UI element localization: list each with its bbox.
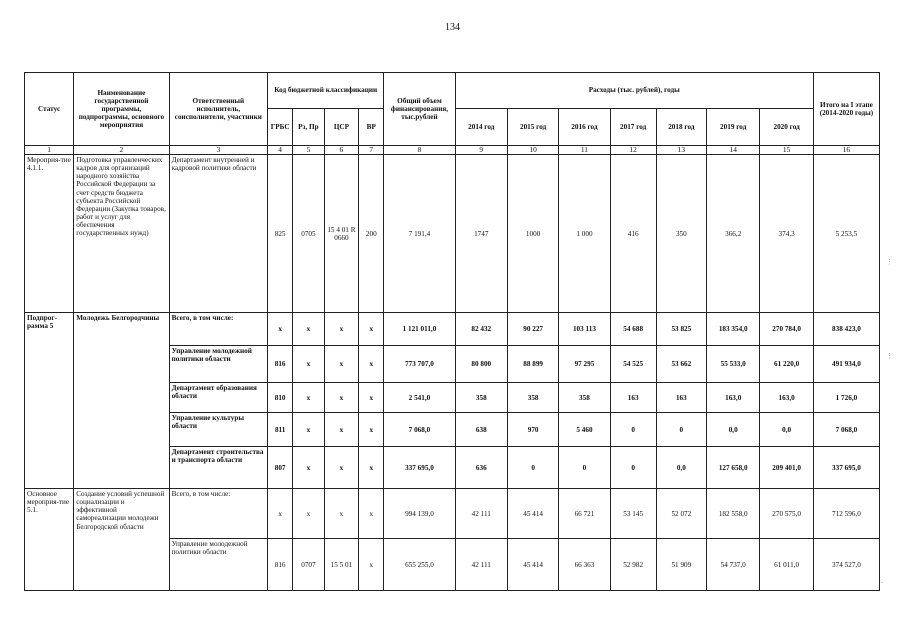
- cell-vr: x: [359, 383, 384, 413]
- column-number: 6: [324, 146, 359, 155]
- table-row: [25, 155, 880, 313]
- cell-csr: x: [324, 313, 359, 346]
- cell-csr: 15 4 01 R 0660: [324, 155, 359, 313]
- header-status: Статус: [25, 73, 74, 146]
- cell-rz-pr: x: [293, 313, 324, 346]
- cell-rz-pr: x: [293, 346, 324, 383]
- cell-2015: 45 414: [507, 489, 558, 539]
- column-number: 13: [656, 146, 706, 155]
- header-year-2016: 2016 год: [559, 109, 610, 146]
- cell-grbs: 807: [268, 447, 293, 489]
- column-number: 9: [455, 146, 507, 155]
- cell-total: 655 255,0: [384, 539, 455, 591]
- cell-2019: 0,0: [706, 413, 759, 447]
- table-row: [25, 313, 880, 346]
- cell-2015: 1000: [507, 155, 558, 313]
- cell-2019: 55 533,0: [706, 346, 759, 383]
- header-year-2017: 2017 год: [610, 109, 656, 146]
- cell-2020: 0,0: [760, 413, 813, 447]
- cell-2019: 163,0: [706, 383, 759, 413]
- column-number: 16: [813, 146, 879, 155]
- header-total-financing: Общий объем финансирования, тыс.рублей: [384, 73, 455, 146]
- cell-2016: 97 295: [559, 346, 610, 383]
- header-year-2018: 2018 год: [656, 109, 706, 146]
- row-responsible: Департамент внутренней и кадровой политики области: [169, 155, 267, 313]
- cell-2018: 0,0: [656, 447, 706, 489]
- row-name: Молодежь Белгородчины: [74, 313, 169, 489]
- cell-csr: x: [324, 489, 359, 539]
- cell-2020: 209 401,0: [760, 447, 813, 489]
- budget-table: [24, 72, 880, 591]
- row-status: Основное мероприя-тие 5.1.: [25, 489, 74, 591]
- cell-rz-pr: x: [293, 447, 324, 489]
- cell-csr: x: [324, 346, 359, 383]
- header-expenses: Расходы (тыс. рублей), годы: [455, 73, 813, 109]
- cell-stage-total: 491 934,0: [813, 346, 879, 383]
- cell-2018: 52 072: [656, 489, 706, 539]
- cell-2017: 53 145: [610, 489, 656, 539]
- header-year-2015: 2015 год: [507, 109, 558, 146]
- cell-vr: x: [359, 539, 384, 591]
- cell-2020: 270 784,0: [760, 313, 813, 346]
- row-responsible: Управление культуры области: [169, 413, 267, 447]
- cell-rz-pr: x: [293, 413, 324, 447]
- cell-2019: 127 658,0: [706, 447, 759, 489]
- cell-2014: 42 111: [455, 489, 507, 539]
- cell-2019: 183 354,0: [706, 313, 759, 346]
- table-row: [25, 489, 880, 539]
- column-number: 10: [507, 146, 558, 155]
- cell-grbs: x: [268, 313, 293, 346]
- cell-2018: 350: [656, 155, 706, 313]
- cell-2014: 42 111: [455, 539, 507, 591]
- cell-2015: 90 227: [507, 313, 558, 346]
- cell-stage-total: 374 527,0: [813, 539, 879, 591]
- row-responsible: Управление молодежной политики области: [169, 346, 267, 383]
- column-number: 15: [760, 146, 813, 155]
- cell-2019: 366,2: [706, 155, 759, 313]
- cell-2018: 53 825: [656, 313, 706, 346]
- cell-2016: 5 460: [559, 413, 610, 447]
- cell-2017: 54 525: [610, 346, 656, 383]
- header-rz-pr: Рз, Пр: [293, 109, 324, 146]
- cell-2014: 358: [455, 383, 507, 413]
- cell-csr: 15 5 01: [324, 539, 359, 591]
- header-stage-total: Итого на I этапе (2014-2020 годы): [813, 73, 879, 146]
- column-number: 5: [293, 146, 324, 155]
- row-name: Создание условий успешной социализации и эффективной самореализации молодежи Белгородской области: [74, 489, 169, 591]
- column-number: 14: [706, 146, 759, 155]
- cell-2014: 636: [455, 447, 507, 489]
- row-responsible: Всего, в том числе:: [169, 313, 267, 346]
- cell-grbs: x: [268, 489, 293, 539]
- scan-mark: ⋮: [886, 258, 893, 266]
- scan-mark: -: [881, 578, 884, 586]
- cell-2018: 163: [656, 383, 706, 413]
- row-responsible: Всего, в том числе:: [169, 489, 267, 539]
- cell-2015: 0: [507, 447, 558, 489]
- row-status: Подпрог-рамма 5: [25, 313, 74, 489]
- cell-grbs: 816: [268, 346, 293, 383]
- cell-stage-total: 337 695,0: [813, 447, 879, 489]
- cell-stage-total: 5 253,5: [813, 155, 879, 313]
- cell-rz-pr: 0707: [293, 539, 324, 591]
- cell-2017: 416: [610, 155, 656, 313]
- column-number-row: [25, 146, 880, 155]
- header-year-2019: 2019 год: [706, 109, 759, 146]
- cell-2015: 45 414: [507, 539, 558, 591]
- table-header: [25, 73, 880, 146]
- cell-2017: 52 982: [610, 539, 656, 591]
- header-budget-code: Код бюджетной классификации: [268, 73, 384, 109]
- cell-grbs: 816: [268, 539, 293, 591]
- cell-rz-pr: 0705: [293, 155, 324, 313]
- cell-2014: 638: [455, 413, 507, 447]
- row-responsible: Департамент образования области: [169, 383, 267, 413]
- cell-2016: 66 721: [559, 489, 610, 539]
- cell-2014: 82 432: [455, 313, 507, 346]
- header-csr: ЦСР: [324, 109, 359, 146]
- cell-stage-total: 7 068,0: [813, 413, 879, 447]
- cell-grbs: 811: [268, 413, 293, 447]
- cell-2020: 163,0: [760, 383, 813, 413]
- cell-2015: 358: [507, 383, 558, 413]
- header-year-2014: 2014 год: [455, 109, 507, 146]
- cell-2019: 182 558,0: [706, 489, 759, 539]
- cell-csr: x: [324, 413, 359, 447]
- scan-mark: ⋮: [886, 352, 893, 360]
- cell-2020: 61 220,0: [760, 346, 813, 383]
- cell-2016: 66 363: [559, 539, 610, 591]
- column-number: 1: [25, 146, 74, 155]
- header-year-2020: 2020 год: [760, 109, 813, 146]
- cell-2018: 51 909: [656, 539, 706, 591]
- column-number: 8: [384, 146, 455, 155]
- column-number: 3: [169, 146, 267, 155]
- cell-stage-total: 838 423,0: [813, 313, 879, 346]
- cell-2019: 54 737,0: [706, 539, 759, 591]
- cell-csr: x: [324, 447, 359, 489]
- cell-total: 994 139,0: [384, 489, 455, 539]
- cell-2017: 54 688: [610, 313, 656, 346]
- header-name: Наименование государственной программы, подпрограммы, основного мероприятия: [74, 73, 169, 146]
- page-number: 134: [445, 22, 460, 33]
- row-responsible: Управление молодежной политики области: [169, 539, 267, 591]
- cell-stage-total: 712 596,0: [813, 489, 879, 539]
- column-number: 11: [559, 146, 610, 155]
- cell-2016: 358: [559, 383, 610, 413]
- cell-rz-pr: x: [293, 489, 324, 539]
- column-number: 2: [74, 146, 169, 155]
- cell-vr: 200: [359, 155, 384, 313]
- cell-2015: 88 899: [507, 346, 558, 383]
- cell-total: 7 191,4: [384, 155, 455, 313]
- cell-vr: x: [359, 413, 384, 447]
- cell-total: 1 121 011,0: [384, 313, 455, 346]
- column-number: 7: [359, 146, 384, 155]
- row-status: Мероприя-тие 4.1.1.: [25, 155, 74, 313]
- cell-2020: 374,3: [760, 155, 813, 313]
- header-vr: ВР: [359, 109, 384, 146]
- cell-2020: 61 011,0: [760, 539, 813, 591]
- header-grbs: ГРБС: [268, 109, 293, 146]
- cell-total: 773 707,0: [384, 346, 455, 383]
- cell-2014: 1747: [455, 155, 507, 313]
- cell-2016: 1 000: [559, 155, 610, 313]
- cell-total: 337 695,0: [384, 447, 455, 489]
- cell-2020: 270 575,0: [760, 489, 813, 539]
- cell-stage-total: 1 726,0: [813, 383, 879, 413]
- cell-vr: x: [359, 346, 384, 383]
- cell-2017: 0: [610, 413, 656, 447]
- cell-2014: 80 800: [455, 346, 507, 383]
- cell-vr: x: [359, 489, 384, 539]
- cell-vr: x: [359, 313, 384, 346]
- cell-grbs: 810: [268, 383, 293, 413]
- header-responsible: Ответственный исполнитель, соисполнители, участники: [169, 73, 267, 146]
- row-name: Подготовка управленческих кадров для организаций народного хозяйства Российской Федерации за счет средств бюджета субъекта Российской Федерации (Закупка товаров, работ и услуг для обеспечения государственных нужд): [74, 155, 169, 313]
- cell-2018: 0: [656, 413, 706, 447]
- row-responsible: Департамент строительства и транспорта области: [169, 447, 267, 489]
- column-number: 12: [610, 146, 656, 155]
- cell-rz-pr: x: [293, 383, 324, 413]
- cell-2016: 103 113: [559, 313, 610, 346]
- column-number: 4: [268, 146, 293, 155]
- cell-2017: 0: [610, 447, 656, 489]
- cell-total: 2 541,0: [384, 383, 455, 413]
- cell-2018: 53 662: [656, 346, 706, 383]
- cell-csr: x: [324, 383, 359, 413]
- cell-grbs: 825: [268, 155, 293, 313]
- cell-vr: x: [359, 447, 384, 489]
- cell-total: 7 068,0: [384, 413, 455, 447]
- cell-2016: 0: [559, 447, 610, 489]
- cell-2015: 970: [507, 413, 558, 447]
- cell-2017: 163: [610, 383, 656, 413]
